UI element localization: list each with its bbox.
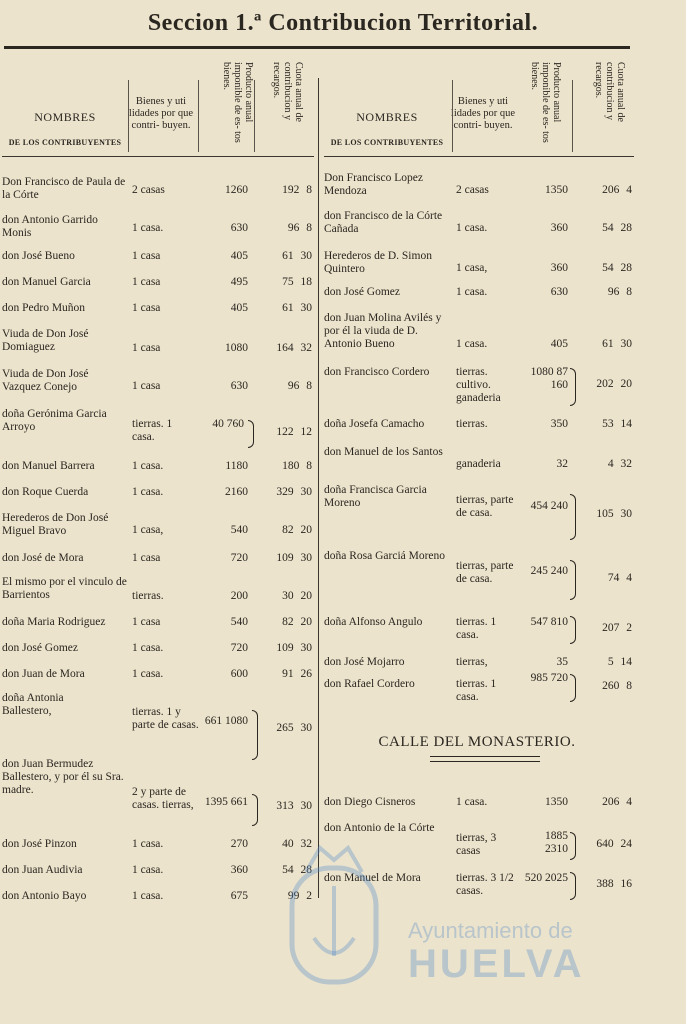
cell-producto: 540	[230, 524, 248, 536]
cell-name: don Manuel de Mora	[324, 872, 421, 884]
header-nombres-sub: DE LOS CONTRIBUYENTES	[8, 138, 122, 147]
cell-bienes: 1 casa.	[132, 890, 164, 902]
header-nombres-sub: DE LOS CONTRIBUYENTES	[330, 138, 444, 147]
cell-name: doña Alfonso Angulo	[324, 616, 423, 628]
cell-bienes: 1 casa,	[132, 524, 164, 536]
cell-producto: 520 2025	[524, 872, 568, 884]
cell-name: don Rafael Cordero	[324, 678, 415, 690]
bracket	[252, 710, 258, 760]
cell-producto: 675	[230, 890, 248, 902]
cell-cuota: 40 32	[282, 838, 312, 850]
cell-name: doña Antonia Ballestero,	[2, 692, 64, 717]
cell-name: doña Rosa Garciá Moreno	[324, 550, 446, 562]
cell-cuota: 75 18	[282, 276, 312, 288]
cell-cuota: 99 2	[287, 890, 312, 902]
cell-cuota: 74 4	[607, 572, 632, 584]
cell-producto: 540	[230, 616, 248, 628]
cell-producto: 360	[550, 262, 568, 274]
cell-producto: 720	[230, 642, 248, 654]
column-divider	[318, 78, 319, 898]
cell-name: Don Francisco de Paula de la Córte	[2, 176, 126, 201]
header-bienes: Bienes y uti lidades por que contri- buyen.	[128, 96, 194, 131]
cell-cuota: 109 30	[276, 552, 312, 564]
page-title: Seccion 1.ª Contribucion Territorial.	[147, 10, 539, 36]
cell-name: don José Pinzon	[2, 838, 77, 850]
cell-bienes: tierras, parte de casa.	[456, 494, 514, 519]
cell-bienes: 1 casa.	[456, 338, 488, 350]
cell-name: don Antonio Garrido Monis	[2, 214, 98, 239]
title-rule	[4, 46, 630, 49]
cell-cuota: 5 14	[607, 656, 632, 668]
cell-bienes: 1 casa	[132, 552, 161, 564]
cell-name: don José Bueno	[2, 250, 75, 262]
cell-name: doña Maria Rodriguez	[2, 616, 106, 628]
cell-name: don Manuel Barrera	[2, 460, 95, 472]
cell-name: don Francisco Cordero	[324, 366, 430, 378]
cell-bienes: 1 casa	[132, 276, 161, 288]
cell-name: don Juan de Mora	[2, 668, 85, 680]
cell-cuota: 164 32	[276, 342, 312, 354]
watermark-line1: Ayuntamiento de	[408, 918, 573, 943]
cell-name: Viuda de Don José Domiaguez	[2, 328, 89, 353]
header-divider	[198, 80, 199, 152]
table-header	[2, 56, 314, 157]
header-cuota: Cuota anual de contribucion y recargos.	[593, 62, 626, 122]
cell-bienes: tierras,	[456, 656, 488, 668]
cell-cuota: 54 28	[602, 262, 632, 274]
cell-cuota: 640 24	[596, 838, 632, 850]
cell-bienes: 1 casa.	[132, 222, 164, 234]
cell-producto: 454 240	[530, 500, 568, 512]
header-divider	[572, 80, 573, 152]
cell-cuota: 54 28	[282, 864, 312, 876]
header-producto: Producto anual imponible de es- tos bienes.	[221, 62, 254, 143]
cell-producto: 32	[556, 458, 568, 470]
cell-bienes: 1 casa	[132, 342, 161, 354]
cell-cuota: 313 30	[276, 800, 312, 812]
cell-cuota: 4 32	[607, 458, 632, 470]
cell-producto: 350	[550, 418, 568, 430]
cell-producto: 1395 661	[204, 796, 248, 808]
header-producto: Producto anual imponible de es- tos bienes.	[529, 62, 562, 143]
cell-cuota: 96 8	[607, 286, 632, 298]
header-divider	[128, 80, 129, 152]
cell-cuota: 91 26	[282, 668, 312, 680]
header-bienes: Bienes y uti lidades por que contri- buyen.	[450, 96, 516, 131]
cell-bienes: ganaderia	[456, 458, 501, 470]
cell-cuota: 265 30	[276, 722, 312, 734]
cell-producto: 40 760	[212, 418, 244, 430]
cell-bienes: tierras.	[456, 418, 488, 430]
cell-bienes: tierras, 3 casas	[456, 832, 497, 857]
cell-producto: 630	[230, 222, 248, 234]
cell-bienes: tierras. 1 casa.	[456, 678, 497, 703]
cell-producto: 360	[550, 222, 568, 234]
cell-producto: 630	[230, 380, 248, 392]
cell-cuota: 61 30	[602, 338, 632, 350]
cell-producto: 1080	[225, 342, 248, 354]
cell-bienes: 1 casa.	[132, 838, 164, 850]
cell-bienes: tierras. 1 casa.	[132, 418, 173, 443]
cell-name: don Antonio de la Córte	[324, 822, 435, 834]
cell-name: Herederos de D. Simon Quintero	[324, 250, 432, 275]
cell-bienes: 1 casa	[132, 380, 161, 392]
cell-producto: 1350	[545, 796, 568, 808]
cell-name: don José Gomez	[2, 642, 79, 654]
cell-producto: 1080 87 160	[530, 366, 568, 391]
cell-bienes: tierras. cultivo. ganaderia	[456, 366, 501, 404]
cell-name: doña Francisca Garcia Moreno	[324, 484, 427, 509]
cell-name: El mismo por el vinculo de Barrientos	[2, 576, 127, 601]
cell-name: doña Josefa Camacho	[324, 418, 425, 430]
cell-producto: 600	[230, 668, 248, 680]
cell-cuota: 207 2	[602, 622, 632, 634]
cell-producto: 35	[556, 656, 568, 668]
cell-bienes: 2 casas	[132, 184, 165, 196]
cell-bienes: 1 casa,	[456, 262, 488, 274]
cell-producto: 405	[230, 302, 248, 314]
cell-bienes: tierras. 3 1/2 casas.	[456, 872, 514, 897]
header-divider	[254, 80, 255, 152]
cell-cuota: 96 8	[287, 222, 312, 234]
cell-bienes: 1 casa.	[132, 668, 164, 680]
cell-cuota: 122 12	[276, 426, 312, 438]
cell-bienes: tierras.	[132, 590, 164, 602]
cell-bienes: 1 casa.	[456, 222, 488, 234]
header-nombres: NOMBRES	[356, 110, 418, 124]
cell-bienes: 1 casa	[132, 250, 161, 262]
cell-cuota: 61 30	[282, 302, 312, 314]
cell-bienes: 1 casa.	[132, 486, 164, 498]
cell-producto: 985 720	[530, 672, 568, 684]
cell-bienes: 1 casa.	[456, 796, 488, 808]
section-title: CALLE DEL MONASTERIO.	[378, 734, 576, 750]
cell-producto: 200	[230, 590, 248, 602]
cell-producto: 405	[550, 338, 568, 350]
cell-name: Don Francisco Lopez Mendoza	[324, 172, 423, 197]
cell-bienes: 1 casa.	[132, 642, 164, 654]
cell-bienes: 1 casa.	[456, 286, 488, 298]
cell-bienes: tierras. 1 casa.	[456, 616, 497, 641]
cell-name: don José Gomez	[324, 286, 401, 298]
cell-name: don Juan Bermudez Ballestero, y por él su Sra. madre.	[2, 758, 124, 796]
cell-name: don Antonio Bayo	[2, 890, 87, 902]
cell-producto: 547 810	[530, 616, 568, 628]
cell-bienes: 1 casa	[132, 302, 161, 314]
cell-name: don Roque Cuerda	[2, 486, 89, 498]
cell-producto: 1350	[545, 184, 568, 196]
cell-bienes: 2 casas	[456, 184, 489, 196]
cell-bienes: tierras. 1 y parte de casas.	[132, 706, 199, 731]
cell-cuota: 30 20	[282, 590, 312, 602]
cell-name: don Juan Audivia	[2, 864, 83, 876]
cell-producto: 245 240	[530, 565, 568, 577]
cell-producto: 495	[230, 276, 248, 288]
cell-cuota: 53 14	[602, 418, 632, 430]
cell-cuota: 202 20	[596, 378, 632, 390]
cell-bienes: tierras, parte de casa.	[456, 560, 514, 585]
cell-cuota: 329 30	[276, 486, 312, 498]
cell-cuota: 109 30	[276, 642, 312, 654]
cell-cuota: 54 28	[602, 222, 632, 234]
header-nombres: NOMBRES	[34, 110, 96, 124]
cell-producto: 405	[230, 250, 248, 262]
cell-name: Herederos de Don José Miguel Bravo	[2, 512, 109, 537]
watermark-line2: HUELVA	[408, 942, 585, 986]
cell-producto: 720	[230, 552, 248, 564]
cell-cuota: 61 30	[282, 250, 312, 262]
cell-producto: 661 1080	[204, 715, 248, 727]
cell-producto: 1885 2310	[545, 830, 568, 855]
cell-name: doña Gerónima Garcia Arroyo	[2, 408, 107, 433]
cell-producto: 1180	[225, 460, 248, 472]
cell-name: don José de Mora	[2, 552, 84, 564]
cell-cuota: 82 20	[282, 524, 312, 536]
cell-cuota: 82 20	[282, 616, 312, 628]
cell-bienes: 1 casa.	[132, 460, 164, 472]
seal-icon	[286, 838, 382, 988]
cell-name: don Juan Molina Avilés y por él la viuda de D. Antonio Bueno	[324, 312, 442, 350]
cell-producto: 630	[550, 286, 568, 298]
cell-cuota: 206 4	[602, 184, 632, 196]
table-header	[324, 56, 634, 157]
cell-bienes: 1 casa	[132, 616, 161, 628]
cell-producto: 270	[230, 838, 248, 850]
section-rule	[430, 756, 540, 762]
cell-name: don Diego Cisneros	[324, 796, 416, 808]
left-column	[2, 56, 314, 902]
cell-cuota: 105 30	[596, 508, 632, 520]
cell-cuota: 260 8	[602, 680, 632, 692]
cell-cuota: 96 8	[287, 380, 312, 392]
cell-name: Viuda de Don José Vazquez Conejo	[2, 368, 89, 393]
header-cuota: Cuota anual de contribucion y recargos.	[271, 62, 304, 122]
header-divider	[452, 80, 453, 152]
cell-cuota: 192 8	[282, 184, 312, 196]
cell-bienes: 1 casa.	[132, 864, 164, 876]
cell-cuota: 180 8	[282, 460, 312, 472]
cell-cuota: 388 16	[596, 878, 632, 890]
cell-producto: 360	[230, 864, 248, 876]
cell-producto: 2160	[225, 486, 248, 498]
cell-name: don Manuel de los Santos	[324, 446, 443, 458]
cell-name: don Francisco de la Córte Cañada	[324, 210, 443, 235]
cell-producto: 1260	[225, 184, 248, 196]
cell-name: don Pedro Muñon	[2, 302, 86, 314]
cell-name: don Manuel Garcia	[2, 276, 91, 288]
cell-bienes: 2 y parte de casas. tierras,	[132, 786, 194, 811]
cell-name: don José Mojarro	[324, 656, 405, 668]
cell-cuota: 206 4	[602, 796, 632, 808]
